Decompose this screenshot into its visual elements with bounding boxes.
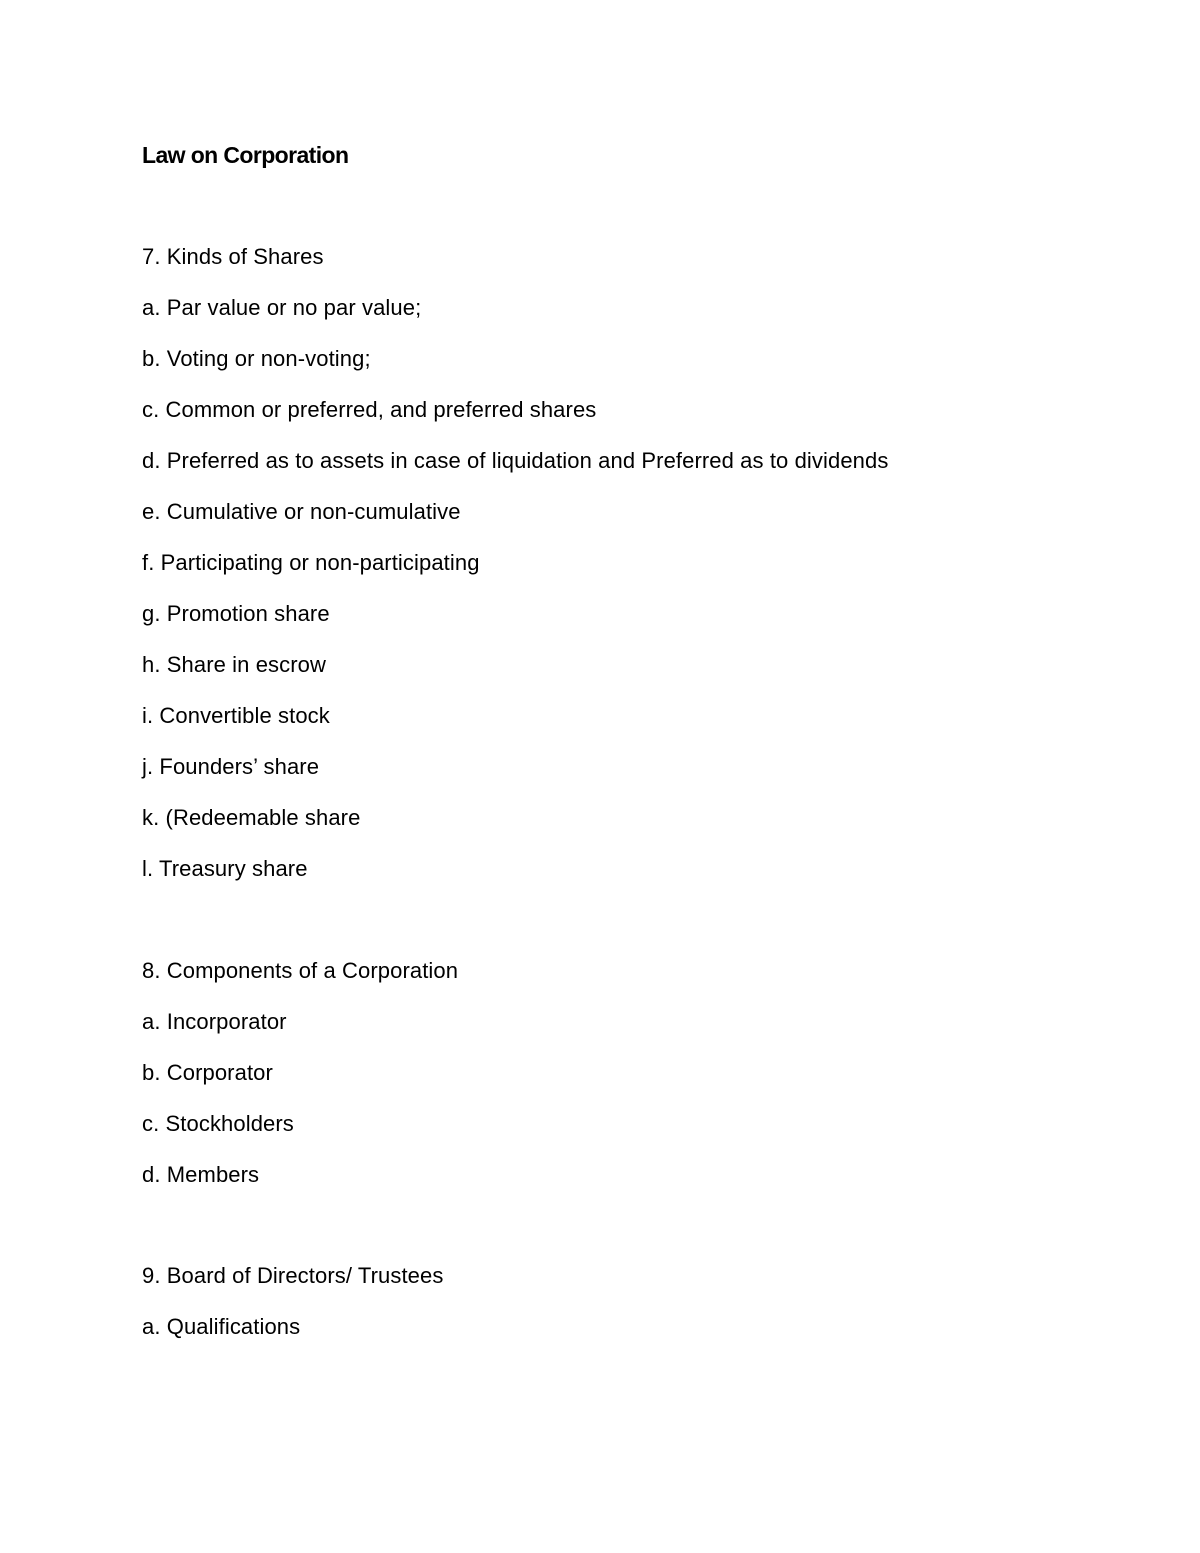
section-heading-kinds-of-shares: 7. Kinds of Shares — [142, 244, 324, 269]
list-item: f. Participating or non-participating — [142, 550, 480, 575]
list-item: k. (Redeemable share — [142, 805, 361, 830]
section-heading-components: 8. Components of a Corporation — [142, 958, 459, 983]
list-item: b. Corporator — [142, 1060, 273, 1085]
list-item: b. Voting or non-voting; — [142, 346, 371, 371]
list-item: c. Stockholders — [142, 1111, 294, 1136]
section-heading-board: 9. Board of Directors/ Trustees — [142, 1263, 444, 1288]
document-title: Law on Corporation — [142, 142, 349, 168]
list-item: d. Members — [142, 1162, 260, 1187]
list-item: g. Promotion share — [142, 601, 330, 626]
list-item: a. Qualifications — [142, 1314, 301, 1339]
list-item: j. Founders’ share — [142, 754, 320, 779]
list-item: a. Par value or no par value; — [142, 295, 422, 320]
list-item: d. Preferred as to assets in case of liquidation and Preferred as to dividends — [142, 448, 889, 473]
list-item: c. Common or preferred, and preferred shares — [142, 397, 597, 422]
list-item: a. Incorporator — [142, 1009, 287, 1034]
list-item: h. Share in escrow — [142, 652, 326, 677]
list-item: i. Convertible stock — [142, 703, 330, 728]
list-item: e. Cumulative or non-cumulative — [142, 499, 461, 524]
list-item: l. Treasury share — [142, 856, 308, 881]
